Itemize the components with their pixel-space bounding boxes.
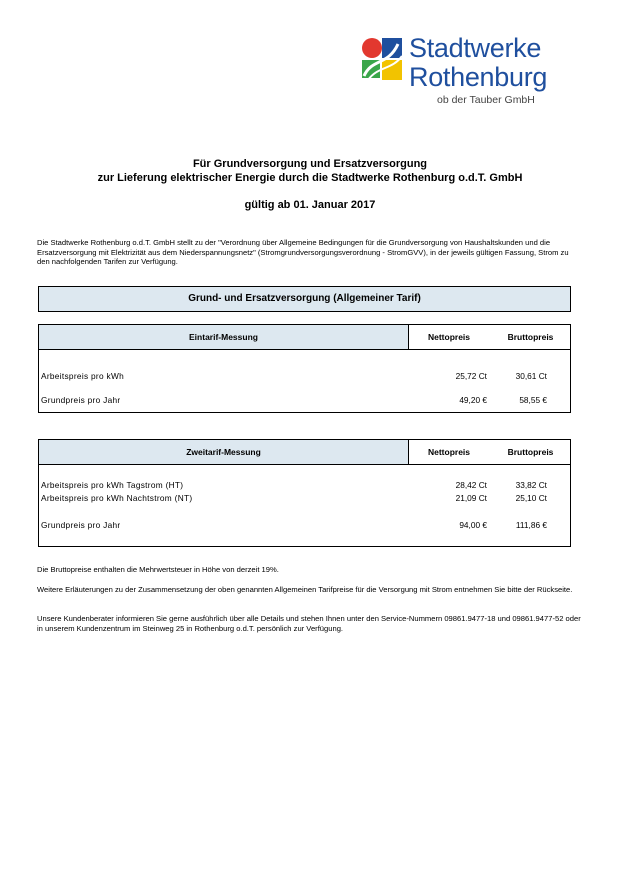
row-net-price: 21,09 Ct xyxy=(455,493,487,503)
table-row xyxy=(39,519,570,531)
row-label: Arbeitspreis pro kWh Tagstrom (HT) xyxy=(41,480,184,490)
logo-line-2: Rothenburg xyxy=(409,62,548,92)
row-gross-price: 33,82 Ct xyxy=(515,480,547,490)
validity-date: gültig ab 01. Januar 2017 xyxy=(244,199,376,211)
row-net-price: 49,20 € xyxy=(459,395,487,405)
row-net-price: 25,72 Ct xyxy=(455,371,487,381)
tariff-title-box: Grund- und Ersatzversorgung (Allgemeiner Tarif) xyxy=(38,286,571,312)
row-gross-price: 25,10 Ct xyxy=(515,493,547,503)
row-net-price: 28,42 Ct xyxy=(455,480,487,490)
row-gross-price: 30,61 Ct xyxy=(515,371,547,381)
table-row xyxy=(39,394,570,406)
vat-note: Die Bruttopreise enthalten die Mehrwertsteuer in Höhe von derzeit 19%. xyxy=(37,565,279,574)
table-title: Zweitarif-Messung xyxy=(39,440,408,464)
details-note: Weitere Erläuterungen zu der Zusammensetzung der oben genannten Allgemeinen Tarifpreise für die Versorgung mit Strom entnehmen Sie bitte der Rückseite. xyxy=(37,585,573,594)
table-row xyxy=(39,370,570,382)
table-header xyxy=(39,440,570,465)
row-gross-price: 111,86 € xyxy=(515,520,547,530)
logo-mark-icon xyxy=(358,36,406,84)
company-logo xyxy=(358,33,558,112)
logo-line-3: ob der Tauber GmbH xyxy=(437,94,535,106)
table-row xyxy=(39,479,570,491)
single-rate-table xyxy=(38,324,571,413)
gross-price-header: Bruttopreis xyxy=(507,447,554,457)
heading-line-2: zur Lieferung elektrischer Energie durch die Stadtwerke Rothenburg o.d.T. GmbH xyxy=(97,172,523,184)
logo-line-1: Stadtwerke xyxy=(409,33,542,63)
table-title: Eintarif-Messung xyxy=(39,325,408,349)
table-header xyxy=(39,325,570,350)
table-row xyxy=(39,492,570,504)
net-price-header: Nettopreis xyxy=(427,447,471,457)
heading-line-1: Für Grundversorgung und Ersatzversorgung xyxy=(192,158,428,170)
row-label: Grundpreis pro Jahr xyxy=(41,395,121,405)
contact-note: Unsere Kundenberater informieren Sie gerne ausführlich über alle Details und stehen Ihnen unter den Service-Nummern 09861.9477-18 und 09861.9477-52 oder in unserem Kundenzentrum im Steinweg 25 in Rothenburg o.d.T. persönlich zur Verfügung. xyxy=(37,614,581,633)
row-label: Arbeitspreis pro kWh xyxy=(41,371,125,381)
row-label: Grundpreis pro Jahr xyxy=(41,520,121,530)
gross-price-header: Bruttopreis xyxy=(507,332,554,342)
intro-paragraph: Die Stadtwerke Rothenburg o.d.T. GmbH stellt zu der "Verordnung über Allgemeine Bedingungen für die Grundversorgung von Haushaltskunden und die Ersatzversorgung mit Elektrizität aus dem Niederspannungsnetz" (Stromgrundversorgungsverordnung - StromGVV), in der jeweils gültigen Fassung, Strom zu den nachfolgenden Tarifen zur Verfügung. xyxy=(37,238,569,266)
row-label: Arbeitspreis pro kWh Nachtstrom (NT) xyxy=(41,493,193,503)
dual-rate-table xyxy=(38,439,571,547)
net-price-header: Nettopreis xyxy=(427,332,471,342)
row-net-price: 94,00 € xyxy=(459,520,487,530)
row-gross-price: 58,55 € xyxy=(519,395,547,405)
